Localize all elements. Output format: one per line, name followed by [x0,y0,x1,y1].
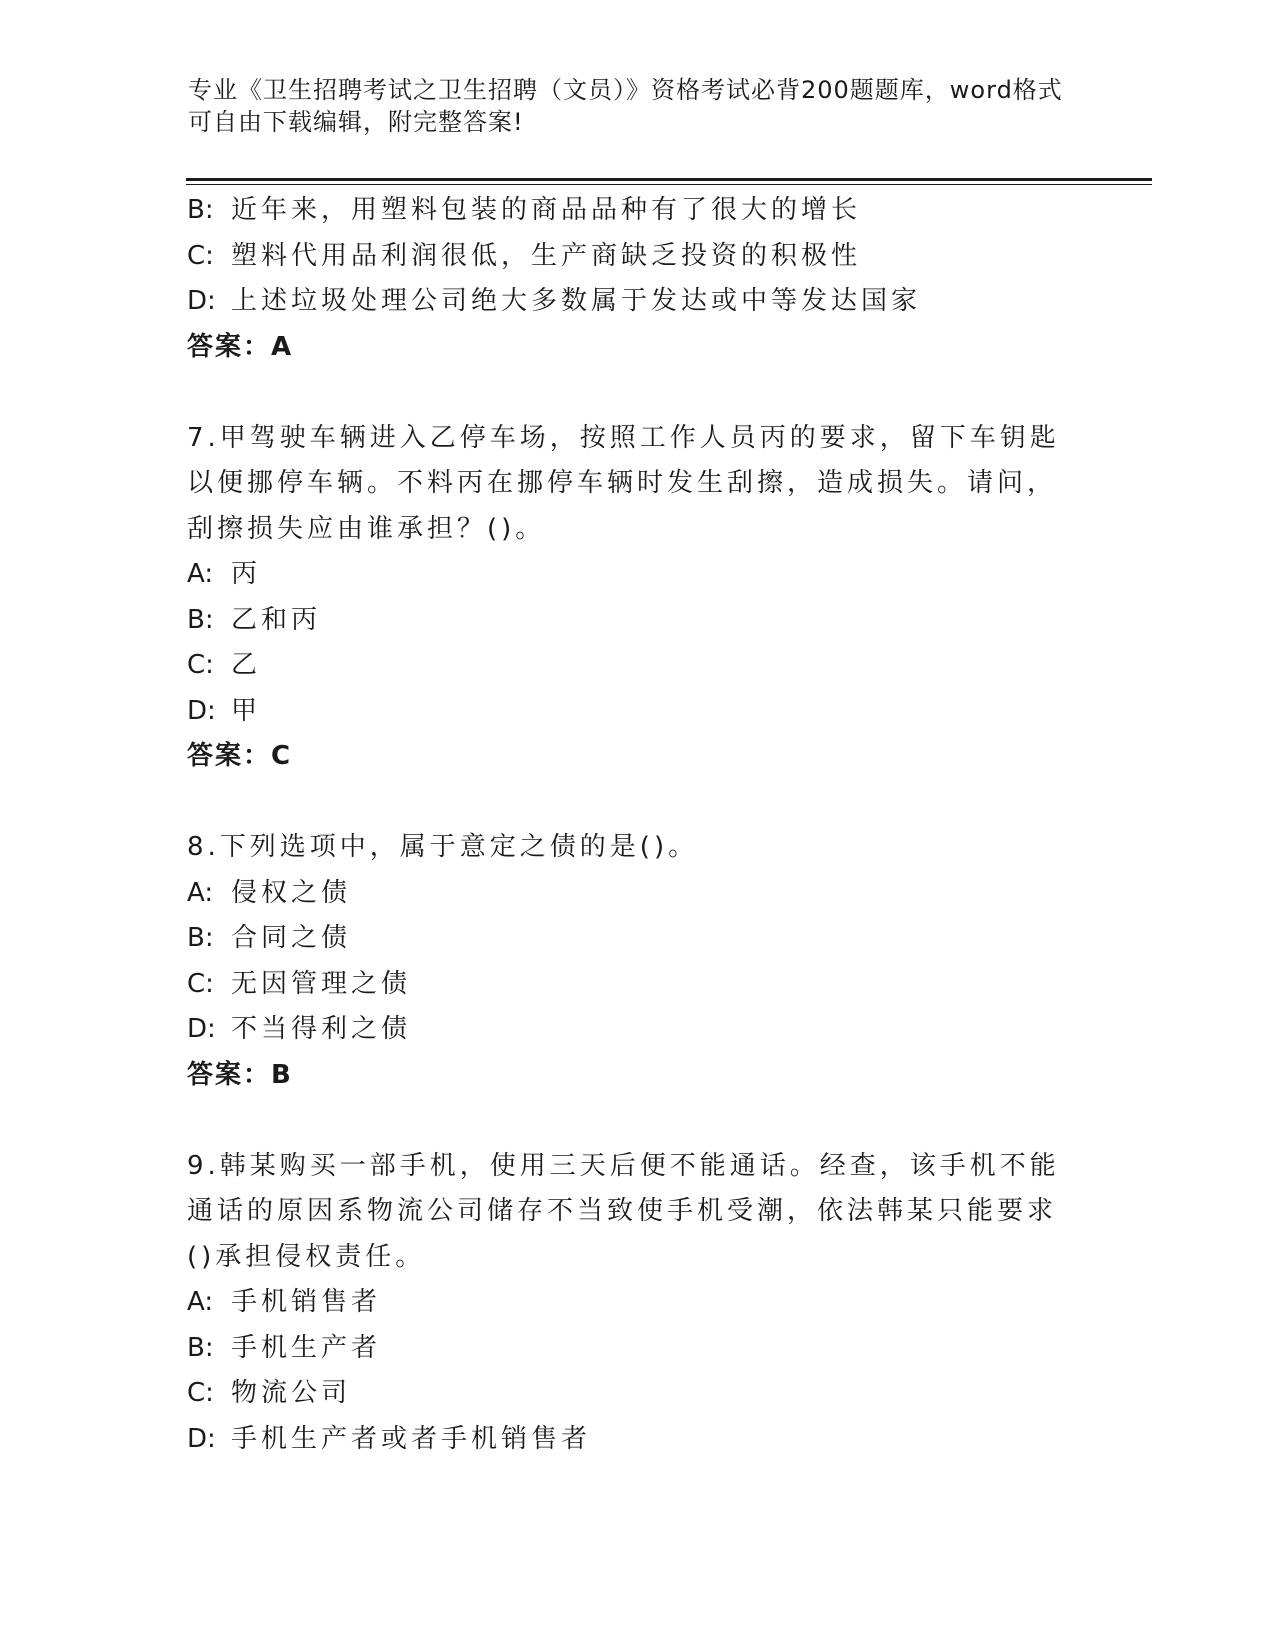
option-c [187,643,1067,689]
option-b [187,916,1067,962]
spacer [187,780,1067,826]
option-c [187,234,1067,280]
option-text: 手机生产者或者手机销售者 [231,1423,592,1454]
option-d [187,689,1067,735]
option-letter: B: [187,195,214,225]
header-divider-thin [186,184,1152,185]
question-7 [187,416,1067,780]
option-letter: C: [187,650,214,680]
answer-line: 答案：B [187,1059,293,1090]
answer-line: 答案：A [187,331,294,362]
option-d [187,279,1067,325]
option-c [187,962,1067,1008]
question-list [187,188,1067,1462]
option-b [187,188,1067,234]
option-text: 近年来，用塑料包装的商品品种有了很大的增长 [231,195,862,225]
spacer [187,1098,1067,1144]
option-letter: B: [187,1332,214,1363]
option-letter: D: [187,695,216,726]
option-letter: D: [187,1423,216,1454]
document-header [188,74,1068,138]
option-c [187,1371,1067,1417]
option-letter: D: [187,1014,216,1044]
option-a [187,871,1067,917]
question-9 [187,1144,1067,1463]
option-b [187,1326,1067,1372]
option-letter: B: [187,923,214,953]
option-letter: D: [187,286,216,316]
question-text: 7.甲驾驶车辆进入乙停车场，按照工作人员丙的要求，留下车钥匙以便挪停车辆。不料丙在挪停车辆时发生刮擦，造成损失。请问，刮擦损失应由谁承担？()。 [187,422,1060,544]
option-letter: C: [187,1378,214,1408]
option-text: 丙 [231,559,262,589]
option-text: 物流公司 [231,1378,352,1408]
spacer [187,370,1067,416]
header-line-2: 可自由下载编辑，附完整答案! [188,108,524,136]
option-letter: A: [187,1287,214,1317]
option-text: 手机生产者 [231,1332,382,1363]
prev-question-block [187,188,1067,370]
option-b [187,598,1067,644]
option-text: 乙 [231,650,262,680]
answer-line: 答案：C [187,741,293,771]
option-text: 甲 [231,695,262,726]
option-text: 塑料代用品利润很低，生产商缺乏投资的积极性 [231,240,862,271]
question-8 [187,825,1067,1098]
question-text: 8.下列选项中，属于意定之债的是()。 [187,832,699,862]
option-text: 侵权之债 [231,877,352,908]
option-d [187,1007,1067,1053]
option-text: 不当得利之债 [231,1014,412,1044]
option-a [187,552,1067,598]
option-d [187,1417,1067,1463]
option-text: 手机销售者 [231,1287,382,1317]
option-letter: A: [187,877,214,908]
header-divider-thick [186,178,1152,181]
option-text: 无因管理之债 [231,968,412,999]
option-text: 乙和丙 [231,604,322,635]
option-letter: C: [187,968,214,999]
option-letter: A: [187,559,214,589]
option-text: 合同之债 [231,923,352,953]
header-line-1: 专业《卫生招聘考试之卫生招聘（文员）》资格考试必背200题题库，word格式 [188,76,1063,104]
question-text: 9.韩某购买一部手机，使用三天后便不能通话。经查，该手机不能通话的原因系物流公司储存不当致使手机受潮，依法韩某只能要求()承担侵权责任。 [187,1150,1060,1272]
option-letter: C: [187,240,214,271]
option-a [187,1280,1067,1326]
option-text: 上述垃圾处理公司绝大多数属于发达或中等发达国家 [231,286,922,316]
option-letter: B: [187,604,214,635]
